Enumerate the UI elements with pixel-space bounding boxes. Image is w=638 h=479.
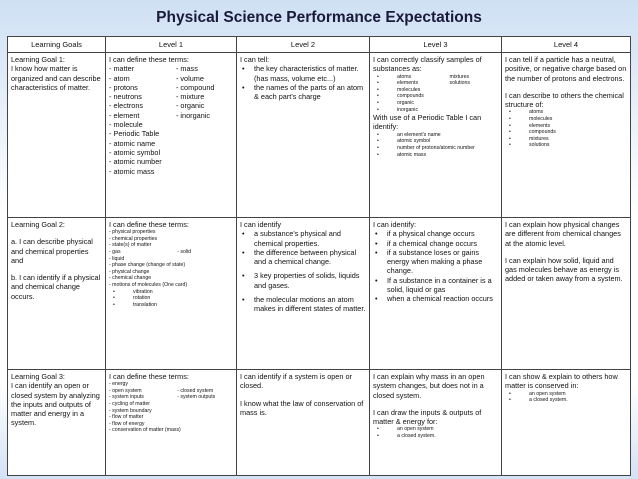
list-item: • compounds xyxy=(505,129,627,136)
term: - organic xyxy=(175,101,205,111)
r3-level-3-cell xyxy=(370,370,502,476)
list-item: • the difference between physical and a chemical change. xyxy=(240,248,366,267)
list-item: • molecules xyxy=(505,116,627,123)
term-line: - atomic symbol xyxy=(109,147,161,157)
r2-level-3-cell xyxy=(370,218,502,370)
term-line: - flow of matter xyxy=(109,414,144,421)
r2-level-1-cell xyxy=(106,218,237,370)
term-energy: - energy xyxy=(109,381,129,388)
header-row xyxy=(8,37,631,53)
list-item: • if a physical change occurs xyxy=(373,229,498,238)
r1-level-1-cell xyxy=(106,53,237,218)
r1-l1-terms xyxy=(109,120,233,176)
term-line: - conservation of matter (mass) xyxy=(109,427,181,434)
term-line: - system boundary xyxy=(109,407,152,414)
term: - electrons xyxy=(109,101,144,111)
term-line: - atomic number xyxy=(109,157,162,167)
goal-3-text: Learning Goal 3: I can identify an open or closed system by analyzing the inputs and outputs of matter and energy in a system. xyxy=(11,372,100,428)
r1-level-3-cell xyxy=(370,53,502,218)
list-item: • atomic mass xyxy=(373,152,498,159)
term-line: - flow of energy xyxy=(109,420,145,427)
r2-l4-p1: I can explain how physical changes are different from chemical changes at the atomic level. xyxy=(505,220,621,248)
term xyxy=(450,100,498,107)
header-level-1: Level 1 xyxy=(106,37,237,53)
term-pair xyxy=(109,92,233,101)
r2-l1-intro: I can define these terms: xyxy=(109,220,189,229)
r2-l4-p2: I can explain how solid, liquid and gas molecules behave as energy is added or taken away from a system. xyxy=(505,255,623,284)
term-line: - atomic mass xyxy=(109,166,155,176)
r2-l2-intro: I can identify xyxy=(240,220,281,229)
list-item: • the molecular motions an atom makes in different states of matter. xyxy=(240,295,366,314)
r2-level-2-cell xyxy=(237,218,370,370)
r1-l1-intro: I can define these terms: xyxy=(109,55,189,64)
term-pair xyxy=(109,388,233,395)
r3-level-4-cell xyxy=(502,370,631,476)
term: • atoms xyxy=(397,73,412,80)
r2-l3-intro: I can identify: xyxy=(373,220,416,229)
term: - mass xyxy=(175,64,198,74)
term: - matter xyxy=(109,64,135,74)
term: - atom xyxy=(109,73,130,83)
term-pair xyxy=(109,83,233,92)
r1-l3-list xyxy=(373,74,498,114)
r1-l3-list-2 xyxy=(373,132,498,158)
list-item: • solutions xyxy=(505,142,627,149)
term-line: - state(s) of matter xyxy=(109,242,152,249)
list-item: • an open system xyxy=(505,391,627,398)
list-item xyxy=(373,93,498,100)
r1-l2-intro: I can tell: xyxy=(240,55,270,64)
r2-l3-list xyxy=(373,229,498,303)
r2-l1-terms xyxy=(109,229,233,249)
term-gas: - gas xyxy=(109,249,121,256)
term-line: - cycling of matter xyxy=(109,401,150,408)
goal-2-b: b. I can identify if a physical and chemical change occurs. xyxy=(11,273,101,301)
list-item: • 3 key properties of solids, liquids and gases. xyxy=(240,271,366,290)
r3-l3-list xyxy=(373,426,498,439)
term: - mixture xyxy=(175,92,205,102)
term-line: - physical change xyxy=(109,268,150,275)
table-row xyxy=(8,218,631,370)
list-item: • an element's name xyxy=(373,132,498,139)
header-level-2: Level 2 xyxy=(237,37,370,53)
term-line: - chemical change xyxy=(109,275,152,282)
r3-level-1-cell xyxy=(106,370,237,476)
list-item xyxy=(373,100,498,107)
term xyxy=(450,87,498,94)
r1-l4-p1: I can tell if a particle has a neutral, positive, or negative charge based on the number of protons and electrons. xyxy=(505,55,627,83)
list-item: • atoms xyxy=(505,109,627,116)
list-item: • mixtures xyxy=(505,136,627,143)
r1-l3-intro: I can correctly classify samples of substances as: xyxy=(373,55,482,74)
term-line: - chemical properties xyxy=(109,235,158,242)
r2-l1-pair xyxy=(109,249,233,256)
term xyxy=(450,107,498,114)
goal-2-title: Learning Goal 2: xyxy=(11,220,65,229)
r1-l4-list xyxy=(505,109,627,149)
r2-l1-terms-2 xyxy=(109,256,233,289)
term-line: - motions of molecules (One card) xyxy=(109,282,188,289)
term-line: - molecule xyxy=(109,120,143,130)
list-item: • the names of the parts of an atom & each part's charge xyxy=(240,83,366,102)
r3-l1-terms xyxy=(109,401,233,434)
term: • organic xyxy=(397,99,415,106)
term-pair xyxy=(109,394,233,401)
term: - volume xyxy=(175,73,204,83)
r3-l4-p1: I can show & explain to others how matter is conserved in: xyxy=(505,372,618,391)
term: • molecules xyxy=(397,86,421,93)
term: - neutrons xyxy=(109,92,142,102)
goal-1-cell xyxy=(8,53,106,218)
list-item xyxy=(373,74,498,81)
r3-l1-intro: I can define these terms: xyxy=(109,372,189,381)
term-pair xyxy=(109,111,233,120)
r3-l4-list xyxy=(505,391,627,404)
r1-l1-term-pairs xyxy=(109,64,233,120)
header-learning-goals: Learning Goals xyxy=(8,37,106,53)
term: - compound xyxy=(175,82,215,92)
r1-l4-p2: I can describe to others the chemical structure of: xyxy=(505,90,624,110)
list-item: • vibration xyxy=(109,289,233,296)
list-item: • translation xyxy=(109,302,233,309)
r3-level-2-cell xyxy=(237,370,370,476)
term-solid: - solid xyxy=(177,249,192,256)
term-line: - atomic name xyxy=(109,138,156,148)
r3-l3-p1: I can explain why mass in an open system changes, but does not in a closed system. xyxy=(373,372,485,400)
list-item: • an open system xyxy=(373,426,498,433)
term: solutions xyxy=(449,80,470,87)
term-line: - liquid xyxy=(109,255,125,262)
term: • inorganic xyxy=(397,106,419,113)
list-item: • atomic symbol xyxy=(373,138,498,145)
term-line: - physical properties xyxy=(109,229,156,236)
term: mixtures xyxy=(449,73,470,80)
term: - element xyxy=(109,110,140,120)
r2-l2-list xyxy=(240,229,366,313)
header-level-3: Level 3 xyxy=(370,37,502,53)
goal-3-cell xyxy=(8,370,106,476)
term: - protons xyxy=(109,82,138,92)
list-item xyxy=(373,107,498,114)
list-item: • number of protons/atomic number xyxy=(373,145,498,152)
list-item xyxy=(373,87,498,94)
term: - open system xyxy=(109,387,142,394)
list-item: • a closed system. xyxy=(373,433,498,440)
r3-l3-p2: I can draw the inputs & outputs of matter & energy for: xyxy=(373,407,482,427)
term-line: - Periodic Table xyxy=(109,129,160,139)
list-item xyxy=(373,80,498,87)
list-item: • when a chemical reaction occurs xyxy=(373,294,498,303)
list-item: • if a substance loses or gains energy when making a phase change. xyxy=(373,248,498,276)
term: • elements xyxy=(397,80,419,87)
page-title: Physical Science Performance Expectations xyxy=(156,9,482,26)
list-item: • If a substance in a container is a solid, liquid or gas xyxy=(373,276,498,295)
expectations-table xyxy=(7,36,631,476)
r2-l1-motions xyxy=(109,289,233,309)
header-level-4: Level 4 xyxy=(502,37,631,53)
list-item: • a substance's physical and chemical properties. xyxy=(240,229,366,248)
table-row xyxy=(8,53,631,218)
term: - closed system xyxy=(177,387,214,394)
list-item: • elements xyxy=(505,123,627,130)
r1-level-4-cell xyxy=(502,53,631,218)
list-item: • if a chemical change occurs xyxy=(373,239,498,248)
goal-2-cell xyxy=(8,218,106,370)
goal-2-a: a. I can describe physical and chemical properties and xyxy=(11,237,93,265)
r1-level-2-cell xyxy=(237,53,370,218)
term-pair xyxy=(109,74,233,83)
r1-l2-list xyxy=(240,64,366,101)
goal-1-text: Learning Goal 1: I know how matter is organized and can describe characteristics of matter. xyxy=(11,55,101,92)
term-pair xyxy=(109,101,233,110)
term: - inorganic xyxy=(175,110,211,120)
list-item: • rotation xyxy=(109,295,233,302)
list-item: • the key characteristics of matter. (has mass, volume etc...) xyxy=(240,64,366,83)
r1-l3-mid: With use of a Periodic Table I can identify: xyxy=(373,113,482,132)
term: - system inputs xyxy=(109,394,144,401)
r3-l2-p2: I know what the law of conservation of mass is. xyxy=(240,398,364,417)
r3-l1-pairs xyxy=(109,388,233,401)
term-line: - phase change (change of state) xyxy=(109,262,186,269)
term-pair xyxy=(109,64,233,73)
term: • compounds xyxy=(397,93,424,100)
term xyxy=(450,93,498,100)
table-row xyxy=(8,370,631,476)
r3-l2-p1: I can identify if a system is open or closed. xyxy=(240,372,352,391)
r2-level-4-cell xyxy=(502,218,631,370)
term: - system outputs xyxy=(177,394,216,401)
list-item: • a closed system. xyxy=(505,397,627,404)
